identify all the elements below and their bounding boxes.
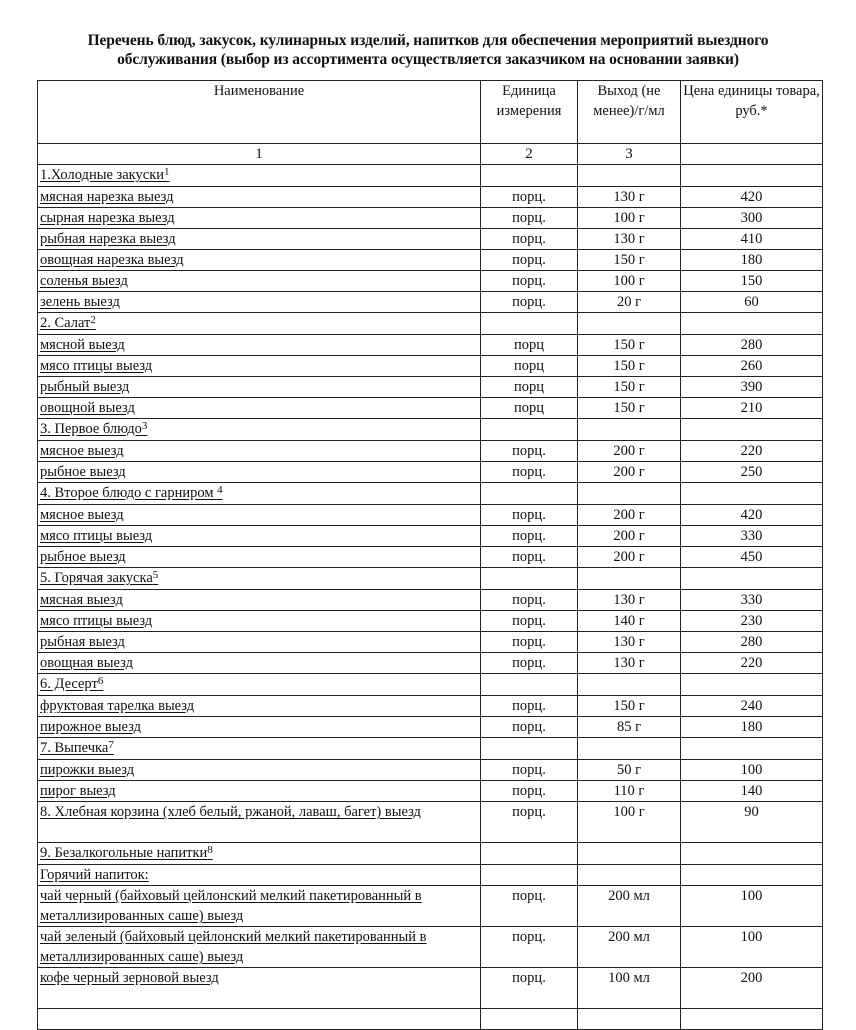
item-name: мясо птицы выезд — [40, 613, 153, 629]
item-unit: порц. — [481, 781, 578, 802]
column-number: 2 — [481, 144, 578, 165]
document-title-line-1: Перечень блюд, закусок, кулинарных изделий, напитков для обеспечения мероприятий выездного — [87, 32, 769, 49]
category-row — [38, 165, 823, 187]
item-yield: 100 г — [578, 271, 681, 292]
footnote-marker: 1 — [164, 166, 170, 178]
empty-cell — [681, 1009, 823, 1030]
category-row — [38, 843, 823, 865]
empty-cell — [481, 165, 578, 187]
item-unit: порц. — [481, 441, 578, 462]
item-price: 330 — [681, 526, 823, 547]
item-name: пирожное выезд — [40, 719, 141, 735]
partial-row — [38, 1009, 823, 1030]
category-label: 9. Безалкогольные напитки — [40, 845, 208, 861]
table-row — [38, 292, 823, 313]
footnote-marker: 3 — [141, 420, 148, 432]
item-yield: 200 мл — [578, 886, 681, 927]
item-yield: 200 г — [578, 441, 681, 462]
empty-cell — [578, 865, 681, 886]
item-yield: 150 г — [578, 250, 681, 271]
empty-cell — [481, 865, 578, 886]
item-yield: 85 г — [578, 717, 681, 738]
category-label: 5. Горячая закуска — [40, 570, 153, 586]
item-yield: 20 г — [578, 292, 681, 313]
item-name: рыбная нарезка выезд — [40, 231, 176, 247]
item-price: 300 — [681, 208, 823, 229]
item-yield: 150 г — [578, 335, 681, 356]
item-price: 410 — [681, 229, 823, 250]
category-name — [38, 568, 481, 590]
item-name-cell — [38, 462, 481, 483]
item-name: рыбное выезд — [40, 464, 126, 480]
item-name-cell — [38, 611, 481, 632]
item-unit: порц. — [481, 760, 578, 781]
item-name-cell — [38, 187, 481, 208]
table-row — [38, 611, 823, 632]
item-name: соленья выезд — [40, 273, 128, 289]
item-yield: 130 г — [578, 187, 681, 208]
item-yield: 100 г — [578, 208, 681, 229]
empty-cell — [481, 568, 578, 590]
item-name: мясная выезд — [40, 592, 123, 608]
item-unit: порц. — [481, 547, 578, 568]
category-row — [38, 674, 823, 696]
item-price: 180 — [681, 250, 823, 271]
item-yield: 150 г — [578, 356, 681, 377]
item-price: 180 — [681, 717, 823, 738]
item-price: 330 — [681, 590, 823, 611]
item-price: 250 — [681, 462, 823, 483]
item-unit: порц. — [481, 292, 578, 313]
item-unit: порц — [481, 335, 578, 356]
item-name: мясной выезд — [40, 337, 125, 353]
subheading-row — [38, 865, 823, 886]
category-label: 4. Второе блюдо с гарниром — [40, 485, 218, 501]
item-name-cell — [38, 968, 481, 1009]
category-name — [38, 419, 481, 441]
item-name: мясная нарезка выезд — [40, 189, 174, 205]
item-name-cell — [38, 526, 481, 547]
table-row — [38, 526, 823, 547]
item-price: 140 — [681, 781, 823, 802]
table-row — [38, 335, 823, 356]
footnote-marker: 5 — [152, 569, 159, 581]
category-name — [38, 843, 481, 865]
table-row — [38, 441, 823, 462]
header-name: Наименование — [38, 81, 481, 144]
category-label: 6. Десерт — [40, 676, 98, 692]
item-unit: порц. — [481, 208, 578, 229]
item-yield: 150 г — [578, 696, 681, 717]
item-name: сырная нарезка выезд — [40, 210, 175, 226]
item-name-cell — [38, 717, 481, 738]
item-name-cell — [38, 590, 481, 611]
item-unit: порц. — [481, 611, 578, 632]
footnote-marker: 4 — [217, 484, 223, 496]
subheading-label: Горячий напиток: — [40, 867, 149, 883]
item-name: мясо птицы выезд — [40, 528, 153, 544]
empty-cell — [481, 483, 578, 505]
item-yield: 200 г — [578, 505, 681, 526]
category-row — [38, 313, 823, 335]
empty-cell — [578, 674, 681, 696]
empty-cell — [578, 165, 681, 187]
item-name-cell — [38, 271, 481, 292]
table-row — [38, 505, 823, 526]
item-unit: порц. — [481, 229, 578, 250]
item-unit: порц. — [481, 250, 578, 271]
item-price: 220 — [681, 441, 823, 462]
table-row — [38, 271, 823, 292]
item-unit: порц. — [481, 886, 578, 927]
column-number: 1 — [38, 144, 481, 165]
empty-cell — [481, 1009, 578, 1030]
empty-cell — [578, 568, 681, 590]
item-yield: 130 г — [578, 632, 681, 653]
header-price: Цена единицы товара, руб.* — [681, 81, 823, 144]
table-row — [38, 886, 823, 927]
item-price: 150 — [681, 271, 823, 292]
item-yield: 130 г — [578, 590, 681, 611]
item-name-cell — [38, 927, 481, 968]
category-name — [38, 674, 481, 696]
column-number-row — [38, 144, 823, 165]
category-row — [38, 738, 823, 760]
category-label: 1.Холодные закуски — [40, 167, 164, 183]
category-label: 7. Выпечка — [40, 740, 109, 756]
empty-cell — [681, 568, 823, 590]
item-unit: порц — [481, 356, 578, 377]
table-row — [38, 632, 823, 653]
empty-cell — [481, 738, 578, 760]
item-name-cell — [38, 653, 481, 674]
item-unit: порц. — [481, 526, 578, 547]
category-name — [38, 165, 481, 187]
empty-cell — [681, 165, 823, 187]
empty-cell — [681, 483, 823, 505]
item-price: 60 — [681, 292, 823, 313]
document-title-line-2: обслуживания (выбор из ассортимента осуществляется заказчиком на основании заявки) — [117, 51, 739, 68]
empty-cell — [681, 419, 823, 441]
item-yield: 50 г — [578, 760, 681, 781]
table-row — [38, 653, 823, 674]
item-name-cell — [38, 886, 481, 927]
footnote-marker: 6 — [97, 675, 104, 687]
item-price: 450 — [681, 547, 823, 568]
table-row — [38, 187, 823, 208]
item-name: пирог выезд — [40, 783, 116, 799]
item-name-cell — [38, 208, 481, 229]
header-unit: Единица измерения — [481, 81, 578, 144]
empty-cell — [681, 843, 823, 865]
item-unit: порц. — [481, 505, 578, 526]
column-number: 3 — [578, 144, 681, 165]
table-row — [38, 696, 823, 717]
item-name-cell — [38, 335, 481, 356]
table-row — [38, 356, 823, 377]
item-name-cell — [38, 398, 481, 419]
table-row — [38, 590, 823, 611]
item-price: 390 — [681, 377, 823, 398]
empty-cell — [38, 1009, 481, 1030]
item-yield: 140 г — [578, 611, 681, 632]
item-yield: 130 г — [578, 653, 681, 674]
item-name: мясное выезд — [40, 443, 124, 459]
item-unit: порц. — [481, 187, 578, 208]
table-row — [38, 802, 823, 843]
item-unit: порц. — [481, 927, 578, 968]
category-row — [38, 483, 823, 505]
table-row — [38, 760, 823, 781]
item-name: зелень выезд — [40, 294, 120, 310]
category-row — [38, 419, 823, 441]
item-price: 90 — [681, 802, 823, 843]
table-row — [38, 968, 823, 1009]
item-name-cell — [38, 632, 481, 653]
footnote-marker: 7 — [108, 739, 114, 751]
table-row — [38, 547, 823, 568]
item-name: рыбная выезд — [40, 634, 125, 650]
item-name-cell — [38, 760, 481, 781]
empty-cell — [481, 419, 578, 441]
item-yield: 130 г — [578, 229, 681, 250]
item-price: 210 — [681, 398, 823, 419]
empty-cell — [681, 674, 823, 696]
item-price: 420 — [681, 187, 823, 208]
item-price: 280 — [681, 335, 823, 356]
category-name — [38, 313, 481, 335]
item-name: рыбное выезд — [40, 549, 126, 565]
empty-cell — [578, 313, 681, 335]
item-name-cell — [38, 547, 481, 568]
table-row — [38, 208, 823, 229]
item-unit: порц. — [481, 462, 578, 483]
item-name: фруктовая тарелка выезд — [40, 698, 195, 714]
item-name-cell — [38, 441, 481, 462]
menu-price-table — [37, 80, 823, 1030]
footnote-marker: 8 — [207, 844, 213, 856]
table-row — [38, 927, 823, 968]
empty-cell — [481, 843, 578, 865]
item-unit: порц — [481, 377, 578, 398]
empty-cell — [578, 843, 681, 865]
header-yield: Выход (не менее)/г/мл — [578, 81, 681, 144]
item-yield: 200 мл — [578, 927, 681, 968]
table-row — [38, 717, 823, 738]
item-name: рыбный выезд — [40, 379, 130, 395]
item-name-cell — [38, 781, 481, 802]
item-price: 100 — [681, 927, 823, 968]
category-label: 2. Салат — [40, 315, 91, 331]
item-name-cell — [38, 229, 481, 250]
empty-cell — [578, 738, 681, 760]
item-price: 220 — [681, 653, 823, 674]
table-row — [38, 462, 823, 483]
item-name: кофе черный зерновой выезд — [40, 970, 219, 986]
item-name: овощная выезд — [40, 655, 133, 671]
item-name-cell — [38, 696, 481, 717]
item-price: 260 — [681, 356, 823, 377]
item-name-cell — [38, 250, 481, 271]
table-row — [38, 781, 823, 802]
item-name-cell — [38, 292, 481, 313]
item-name: овощной выезд — [40, 400, 135, 416]
item-yield: 100 г — [578, 802, 681, 843]
table-row — [38, 229, 823, 250]
category-name — [38, 483, 481, 505]
document-title — [0, 31, 856, 69]
item-name: мясное выезд — [40, 507, 124, 523]
empty-cell — [578, 1009, 681, 1030]
category-label: 3. Первое блюдо — [40, 421, 142, 437]
item-price: 280 — [681, 632, 823, 653]
footnote-marker: 2 — [90, 314, 96, 326]
item-price: 100 — [681, 886, 823, 927]
subheading-cell — [38, 865, 481, 886]
item-yield: 150 г — [578, 377, 681, 398]
item-unit: порц. — [481, 802, 578, 843]
item-name-cell — [38, 377, 481, 398]
item-yield: 100 мл — [578, 968, 681, 1009]
item-name: мясо птицы выезд — [40, 358, 153, 374]
item-name-cell — [38, 802, 481, 843]
item-yield: 150 г — [578, 398, 681, 419]
empty-cell — [481, 674, 578, 696]
item-price: 240 — [681, 696, 823, 717]
item-yield: 110 г — [578, 781, 681, 802]
empty-cell — [481, 313, 578, 335]
item-price: 100 — [681, 760, 823, 781]
item-name: чай черный (байховый цейлонский мелкий пакетированный в металлизированных саше) выезд — [40, 888, 422, 924]
item-price: 230 — [681, 611, 823, 632]
item-unit: порц — [481, 398, 578, 419]
item-unit: порц. — [481, 632, 578, 653]
item-name-cell — [38, 505, 481, 526]
item-name: овощная нарезка выезд — [40, 252, 184, 268]
item-unit: порц. — [481, 271, 578, 292]
item-yield: 200 г — [578, 526, 681, 547]
empty-cell — [681, 738, 823, 760]
item-price: 420 — [681, 505, 823, 526]
column-number — [681, 144, 823, 165]
item-price: 200 — [681, 968, 823, 1009]
table-row — [38, 398, 823, 419]
header-row — [38, 81, 823, 144]
empty-cell — [681, 313, 823, 335]
empty-cell — [578, 419, 681, 441]
item-yield: 200 г — [578, 462, 681, 483]
table-row — [38, 377, 823, 398]
item-unit: порц. — [481, 696, 578, 717]
item-unit: порц. — [481, 968, 578, 1009]
item-name: пирожки выезд — [40, 762, 135, 778]
item-name-cell — [38, 356, 481, 377]
item-unit: порц. — [481, 590, 578, 611]
empty-cell — [681, 865, 823, 886]
item-unit: порц. — [481, 717, 578, 738]
category-row — [38, 568, 823, 590]
item-name: 8. Хлебная корзина (хлеб белый, ржаной, лаваш, багет) выезд — [40, 804, 421, 820]
item-name: чай зеленый (байховый цейлонский мелкий пакетированный в металлизированных саше) выезд — [40, 929, 427, 965]
item-yield: 200 г — [578, 547, 681, 568]
empty-cell — [578, 483, 681, 505]
item-unit: порц. — [481, 653, 578, 674]
table-body — [38, 144, 823, 1030]
category-name — [38, 738, 481, 760]
table-row — [38, 250, 823, 271]
